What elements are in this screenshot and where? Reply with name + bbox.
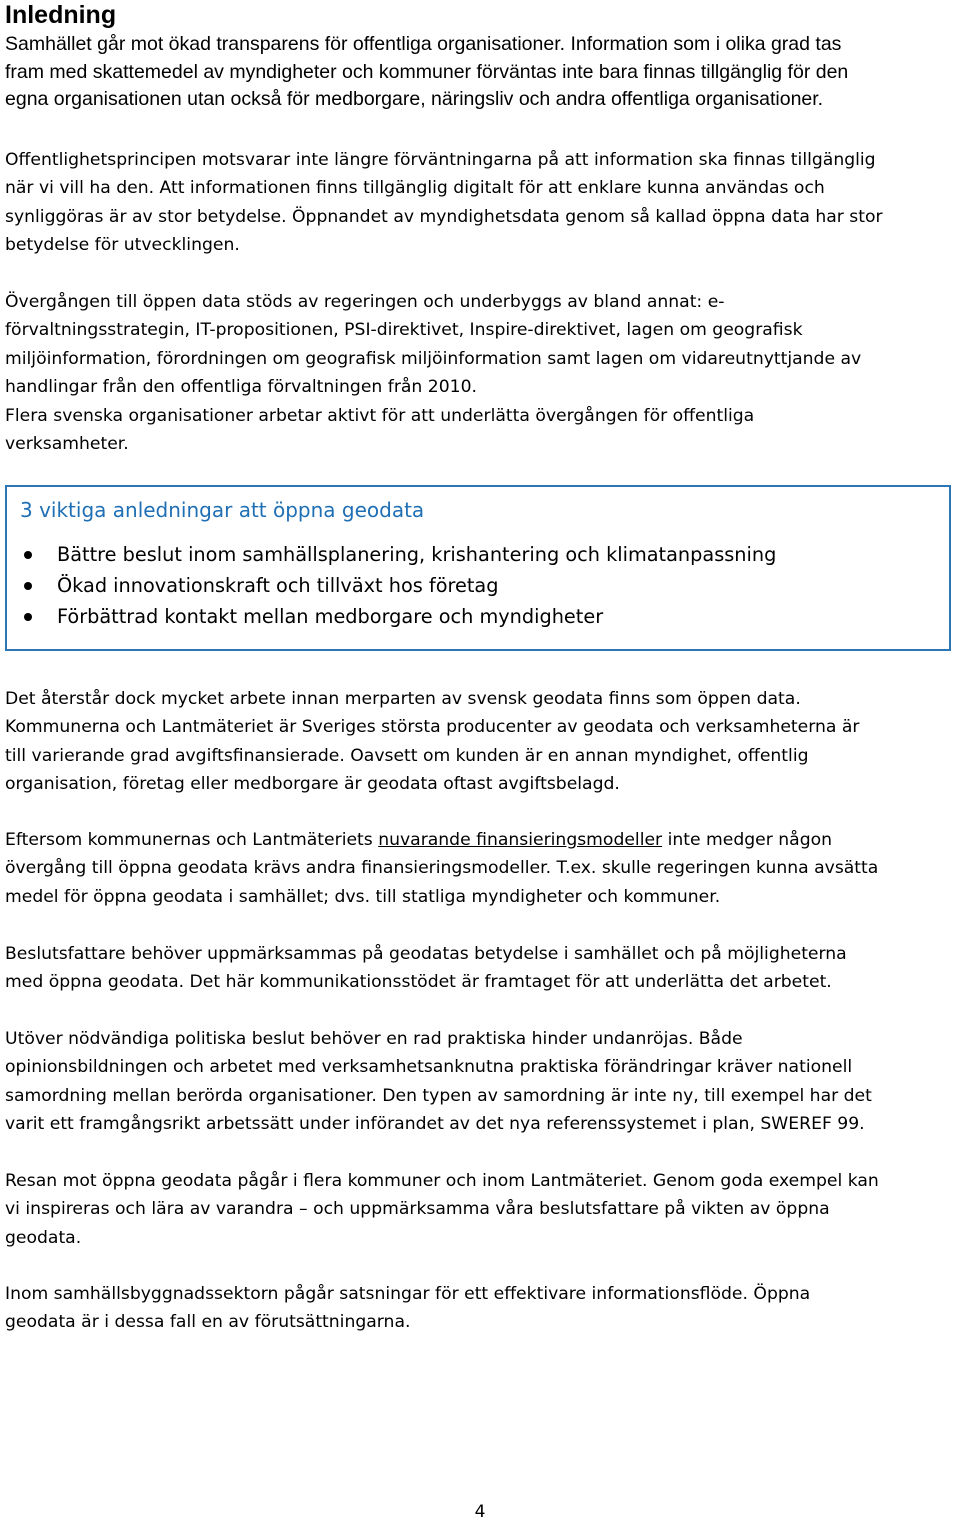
section-heading: Inledning: [5, 1, 117, 29]
paragraph-hinder: [5, 1025, 960, 1139]
paragraph-offentlighetsprincipen: [5, 146, 960, 260]
text-line: Resan mot öppna geodata pågår i flera kommuner och inom Lantmäteriet. Genom goda exempel kan: [5, 1171, 879, 1191]
bullet-icon: [24, 613, 32, 621]
text-line: Utöver nödvändiga politiska beslut behöver en rad praktiska hinder undanröjas. Både: [5, 1029, 743, 1049]
text-line: övergång till öppna geodata krävs andra finansieringsmodeller. T.ex. skulle regeringen kunna avsätta: [5, 858, 879, 879]
paragraph-finansiering: [5, 826, 960, 911]
text-line: fram med skattemedel av myndigheter och kommuner förväntas inte bara finnas tillgänglig för den: [5, 60, 849, 83]
text-segment: Eftersom kommunernas och Lantmäteriets: [5, 830, 379, 850]
text-line: varit ett framgångsrikt arbetssätt under införandet av det nya referenssystemet i plan, SWEREF 99.: [5, 1114, 865, 1135]
text-line: Offentlighetsprincipen motsvarar inte längre förväntningarna på att information ska finnas tillgänglig: [5, 150, 876, 170]
text-line: miljöinformation, förordningen om geografisk miljöinformation samt lagen om vidareutnyttjande av: [5, 348, 862, 369]
bullet-icon: [24, 551, 32, 559]
list-item-text: Bättre beslut inom samhällsplanering, krishantering och klimatanpassning: [57, 543, 777, 566]
text-line: [5, 826, 960, 854]
text-line: Det återstår dock mycket arbete innan merparten av svensk geodata finns som öppen data.: [5, 689, 801, 709]
list-item: [7, 570, 776, 601]
text-line: Övergången till öppen data stöds av regeringen och underbyggs av bland annat: e-: [5, 292, 725, 312]
callout-title: 3 viktiga anledningar att öppna geodata: [20, 498, 425, 522]
text-line: vi inspireras och lära av varandra – och uppmärksamma våra beslutsfattare på vikten av öppna: [5, 1199, 830, 1220]
paragraph-beslutsfattare: [5, 940, 960, 997]
callout-list: [7, 539, 776, 632]
underlined-phrase: nuvarande finansieringsmodeller: [378, 830, 663, 850]
paragraph-aterstar: [5, 685, 960, 799]
list-item-text: Ökad innovationskraft och tillväxt hos företag: [57, 574, 499, 597]
intro-paragraph: [5, 31, 955, 114]
text-line: synliggöras är av stor betydelse. Öppnandet av myndighetsdata genom så kallad öppna data har stor: [5, 206, 883, 227]
text-line: geodata är i dessa fall en av förutsättningarna.: [5, 1312, 411, 1333]
text-line: medel för öppna geodata i samhället; dvs. till statliga myndigheter och kommuner.: [5, 886, 721, 907]
paragraph-resan: [5, 1167, 960, 1252]
text-line: opinionsbildningen och arbetet med verksamhetsanknutna praktiska förändringar kräver nationell: [5, 1057, 853, 1078]
text-line: organisation, företag eller medborgare är geodata oftast avgiftsbelagd.: [5, 774, 620, 795]
text-line: när vi vill ha den. Att informationen finns tillgänglig digitalt för att enklare kunna användas och: [5, 178, 825, 199]
paragraph-overgangen: [5, 288, 960, 458]
text-line: med öppna geodata. Det här kommunikationsstödet är framtaget för att underlätta det arbetet.: [5, 972, 832, 993]
text-line: Flera svenska organisationer arbetar aktivt för att underlätta övergången för offentliga: [5, 405, 755, 426]
text-line: verksamheter.: [5, 434, 129, 455]
text-line: geodata.: [5, 1227, 82, 1248]
bullet-icon: [24, 582, 32, 590]
list-item: [7, 601, 776, 632]
text-line: betydelse för utvecklingen.: [5, 235, 240, 256]
text-line: Inom samhällsbyggnadssektorn pågår satsningar för ett effektivare informationsflöde. Öppna: [5, 1284, 811, 1304]
text-line: egna organisationen utan också för medborgare, näringsliv och andra offentliga organisationer.: [5, 88, 824, 110]
paragraph-samhallsbyggnad: [5, 1280, 960, 1337]
text-line: handlingar från den offentliga förvaltningen från 2010.: [5, 377, 477, 398]
text-segment: inte medger någon: [662, 830, 833, 850]
page-number: 4: [474, 1502, 486, 1522]
text-line: Samhället går mot ökad transparens för offentliga organisationer. Information som i olika grad tas: [5, 33, 842, 55]
list-item: [7, 539, 776, 570]
text-line: Kommunerna och Lantmäteriet är Sveriges största producenter av geodata och verksamheterna är: [5, 717, 860, 738]
list-item-text: Förbättrad kontakt mellan medborgare och myndigheter: [57, 605, 604, 628]
text-line: förvaltningsstrategin, IT-propositionen, PSI-direktivet, Inspire-direktivet, lagen om geografisk: [5, 320, 803, 341]
text-line: till varierande grad avgiftsfinansierade. Oavsett om kunden är en annan myndighet, offentlig: [5, 745, 809, 766]
text-line: samordning mellan berörda organisationer. Den typen av samordning är inte ny, till exempel har det: [5, 1085, 872, 1106]
callout-box: [5, 485, 951, 651]
text-line: Beslutsfattare behöver uppmärksammas på geodatas betydelse i samhället och på möjligheterna: [5, 944, 847, 964]
